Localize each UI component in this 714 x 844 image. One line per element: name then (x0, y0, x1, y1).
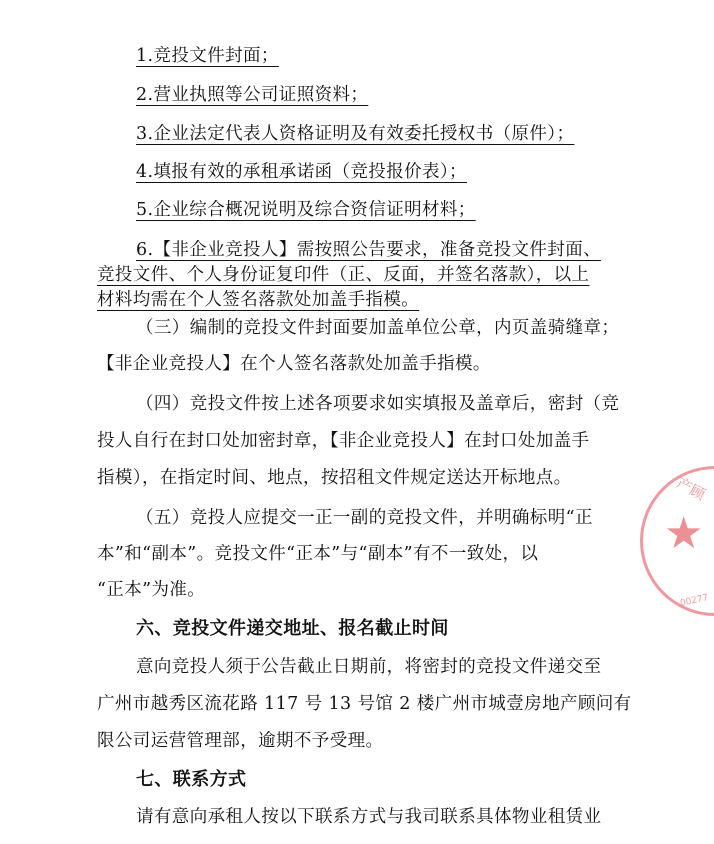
list-item: 5.企业综合概况说明及综合资信证明材料； (136, 200, 476, 220)
list-item: 3.企业法定代表人资格证明及有效委托授权书（原件）； (136, 124, 575, 144)
list-item: 4.填报有效的承租承诺函（竞投报价表）； (136, 162, 467, 182)
paragraph-line: 请有意向承租人按以下联系方式与我司联系具体物业租赁业 (136, 807, 602, 827)
section-heading: 六、竞投文件递交地址、报名截止时间 (136, 618, 449, 639)
paragraph-line: 广州市越秀区流花路 117 号 13 号馆 2 楼广州市城壹房地产顾问有 (97, 694, 632, 714)
list-item-continuation: 竞投文件、个人身份证复印件（正、反面，并签名落款），以上 (97, 265, 590, 285)
paragraph-line: 投人自行在封口处加密封章，【非企业竞投人】在封口处加盖手 (97, 431, 590, 451)
paragraph-line: “正本”为准。 (97, 580, 206, 600)
paragraph-line: （三）编制的竞投文件封面要加盖单位公章，内页盖骑缝章； (136, 318, 620, 338)
seal-text: 产顾 (673, 473, 709, 504)
section-heading: 七、联系方式 (136, 769, 247, 790)
seal-number: 00277 (679, 593, 710, 609)
paragraph-line: 本”和“副本”。竞投文件“正本”与“副本”有不一致处，以 (97, 544, 539, 564)
paragraph-line: 意向竞投人须于公告截止日期前，将密封的竞投文件递交至 (136, 657, 602, 677)
list-item: 6.【非企业竞投人】需按照公告要求，准备竞投文件封面、 (136, 240, 601, 260)
paragraph-line: （四）竞投文件按上述各项要求如实填报及盖章后，密封（竞 (136, 394, 620, 414)
paragraph-line: 指模），在指定时间、地点，按招租文件规定送达开标地点。 (97, 468, 572, 488)
list-item: 1.竞投文件封面； (136, 46, 279, 66)
list-item-continuation: 材料均需在个人签名落款处加盖手指模。 (97, 290, 420, 310)
paragraph-line: 限公司运营管理部，逾期不予受理。 (97, 731, 384, 751)
paragraph-line: （五）竞投人应提交一正一副的竞投文件，并明确标明“正 (136, 508, 593, 528)
list-item: 2.营业执照等公司证照资料； (136, 85, 369, 105)
seal-star-icon: ★ (664, 508, 704, 559)
paragraph-line: 【非企业竞投人】在个人签名落款处加盖手指模。 (97, 354, 491, 374)
